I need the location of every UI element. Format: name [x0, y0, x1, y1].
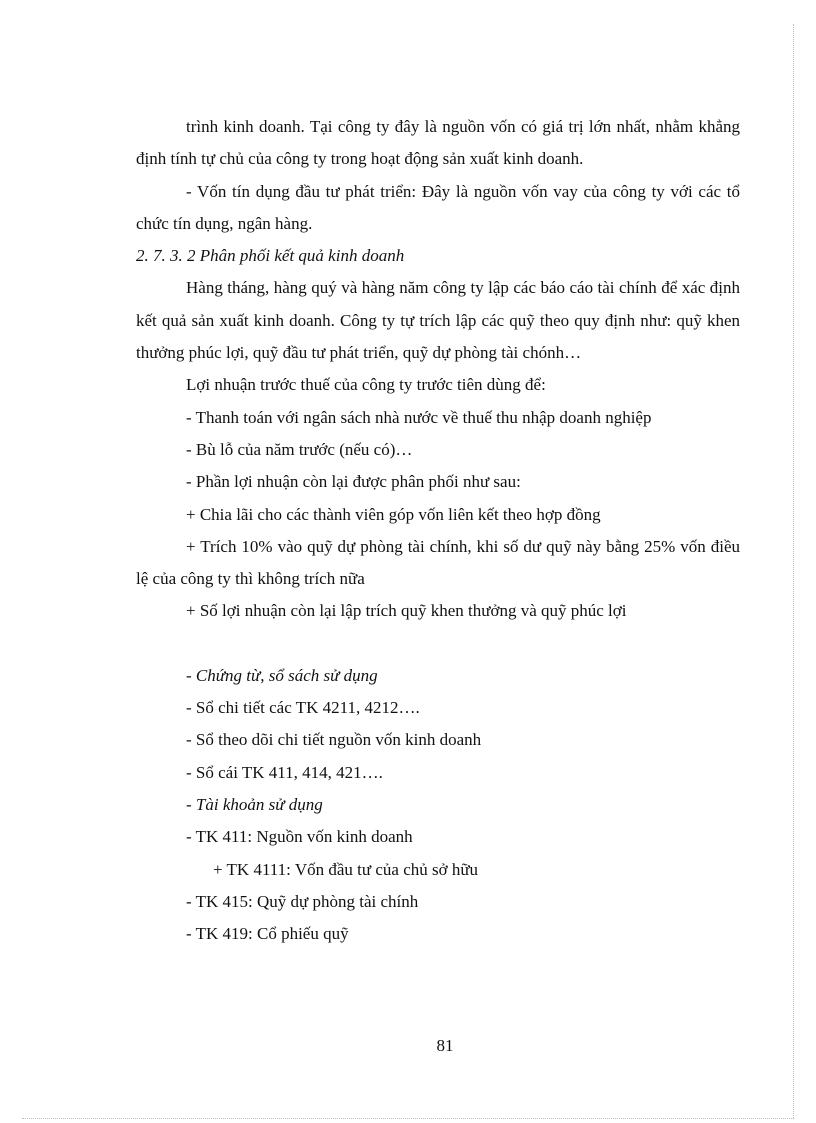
page-border-bottom [22, 1118, 794, 1119]
blank-line [136, 628, 740, 660]
paragraph-credit-capital: - Vốn tín dụng đầu tư phát triển: Đây là nguồn vốn vay của công ty với các tổ chức tín dụng, ngân hàng. [136, 181, 740, 233]
list-item-account-411: - TK 411: Nguồn vốn kinh doanh [186, 827, 413, 847]
list-item-dividend: + Chia lãi cho các thành viên góp vốn liên kết theo hợp đồng [186, 504, 601, 524]
paragraph-pretax-profit-use: Lợi nhuận trước thuế của công ty trước tiên dùng để: [186, 375, 546, 395]
list-item-remaining-profit: - Phần lợi nhuận còn lại được phân phối như sau: [186, 472, 521, 492]
document-body [136, 111, 740, 950]
list-item-general-ledger: - Sổ cái TK 411, 414, 421…. [186, 762, 383, 782]
list-item-capital-tracking-ledger: - Sổ theo dõi chi tiết nguồn vốn kinh doanh [186, 730, 482, 750]
list-item-account-415: - TK 415: Quỹ dự phòng tài chính [186, 891, 419, 911]
subheading-accounts-used: - Tài khoản sử dụng [186, 794, 323, 814]
list-item-loss-offset: - Bù lỗ của năm trước (nếu có)… [186, 439, 413, 459]
subheading-documents-used: - Chứng từ, sổ sách sử dụng [186, 665, 378, 685]
page-number: 81 [436, 1036, 454, 1055]
section-heading-profit-distribution: 2. 7. 3. 2 Phân phối kết quả kinh doanh [136, 246, 405, 266]
list-item-reserve-fund: + Trích 10% vào quỹ dự phòng tài chính, khi số dư quỹ này bằng 25% vốn điều lệ của công ty thì không trích nữa [136, 536, 740, 589]
list-item-detail-ledger: - Sổ chi tiết các TK 4211, 4212…. [186, 698, 420, 718]
paragraph-monthly-reports: Hàng tháng, hàng quý và hàng năm công ty lập các báo cáo tài chính để xác định kết quả sản xuất kinh doanh. Công ty tự trích lập các quỹ theo quy định như: quỹ khen thưởng phúc lợi, quỹ đầu tư phát triển, quỹ dự phòng tài chónh… [136, 278, 740, 363]
list-item-account-419: - TK 419: Cổ phiếu quỹ [186, 924, 349, 944]
list-item-tax-payment: - Thanh toán với ngân sách nhà nước về thuế thu nhập doanh nghiệp [186, 407, 652, 427]
list-item-reward-welfare-fund: + Số lợi nhuận còn lại lập trích quỹ khen thưởng và quỹ phúc lợi [186, 601, 627, 621]
page-border-right [793, 24, 794, 1118]
paragraph-equity-source: trình kinh doanh. Tại công ty đây là nguồn vốn có giá trị lớn nhất, nhằm khẳng định tính tự chủ của công ty trong hoạt động sản xuất kinh doanh. [136, 117, 740, 169]
list-item-account-4111: + TK 4111: Vốn đầu tư của chủ sở hữu [213, 859, 479, 879]
